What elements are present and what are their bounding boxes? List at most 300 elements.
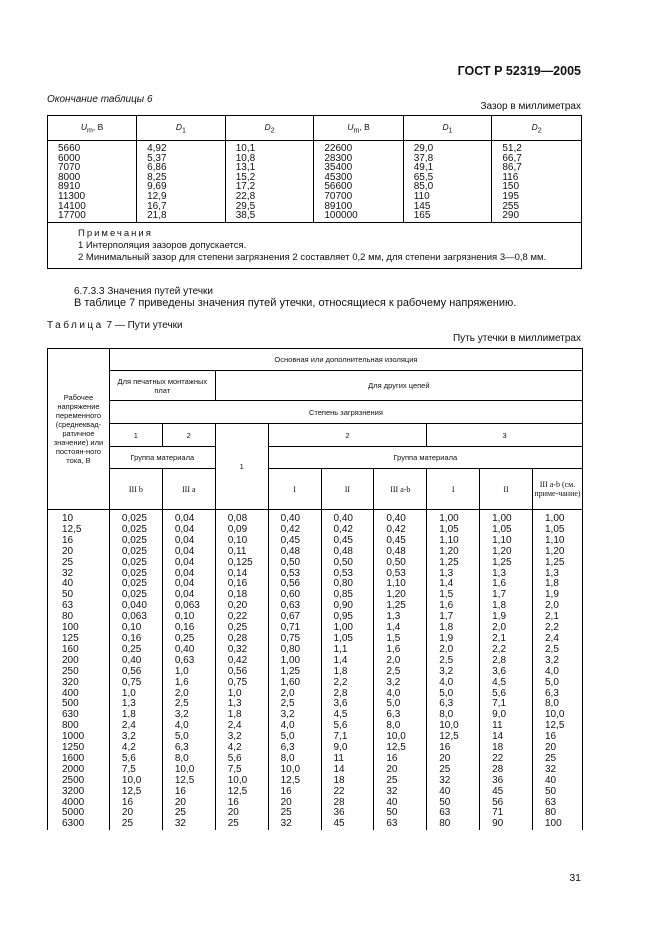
table-cell: 1,6 — [374, 645, 427, 656]
table-cell: 66,7 — [492, 154, 582, 164]
table-cell: 1,5 — [427, 590, 480, 601]
table-cell: 89100 — [314, 202, 403, 212]
table-cell: 22,8 — [225, 192, 314, 202]
table-cell: 0,28 — [215, 634, 268, 645]
table-cell: 6,3 — [533, 689, 583, 700]
table-cell: 1,20 — [480, 547, 533, 558]
table-cell: 86,7 — [492, 163, 582, 173]
table-cell: 10,0 — [215, 776, 268, 787]
table7-pcb-group-header: Группа материала — [109, 447, 215, 469]
table-cell: 20 — [374, 765, 427, 776]
table-cell: 0,67 — [268, 612, 321, 623]
table-cell: 0,025 — [109, 590, 162, 601]
table-cell: 36 — [321, 808, 374, 819]
table-cell: 1,05 — [321, 634, 374, 645]
table-cell: 100 — [533, 819, 583, 830]
table-cell: 20 — [109, 808, 162, 819]
table7-other-degree-2: 2 — [268, 424, 427, 447]
table-cell: 29,5 — [225, 202, 314, 212]
table7-sub-deg2-II: II — [321, 469, 374, 510]
table-cell: 16,7 — [137, 202, 226, 212]
table7-pcb-degree-1: 1 — [109, 424, 162, 447]
table-cell: 1,25 — [533, 558, 583, 569]
table-cell: 0,04 — [162, 579, 215, 590]
table-cell: 11 — [321, 754, 374, 765]
table-cell: 7,1 — [321, 732, 374, 743]
table-cell: 40 — [533, 776, 583, 787]
table-cell: 25 — [162, 808, 215, 819]
table6-body — [48, 141, 582, 223]
table-row — [48, 141, 582, 154]
table6-unit: Зазор в миллиметрах — [480, 101, 581, 112]
table-cell: 3,2 — [533, 656, 583, 667]
note-2: 2 Минимальный зазор для степени загрязнения 2 составляет 0,2 мм, для степени загрязнения 3—0,8 мм. — [78, 251, 547, 263]
table-cell: 0,04 — [162, 536, 215, 547]
table-cell: 7,5 — [215, 765, 268, 776]
table-cell: 1,5 — [374, 634, 427, 645]
table-cell: 0,95 — [321, 612, 374, 623]
table-row — [48, 510, 583, 525]
table-cell: 0,50 — [268, 558, 321, 569]
table-cell: 45 — [321, 819, 374, 830]
table-cell: 63 — [533, 798, 583, 809]
table-cell: 0,10 — [109, 623, 162, 634]
table-cell: 14 — [321, 765, 374, 776]
table-cell: 12,5 — [427, 732, 480, 743]
table-cell: 2,8 — [480, 656, 533, 667]
table-cell: 0,040 — [109, 601, 162, 612]
table7-other-group-header: Группа материала — [268, 447, 582, 469]
table-cell: 1,00 — [480, 510, 533, 525]
table-cell: 4,5 — [321, 710, 374, 721]
table-cell: 4,0 — [268, 721, 321, 732]
table-cell: 37,8 — [403, 154, 492, 164]
table-cell: 8,0 — [162, 754, 215, 765]
table-cell: 1,10 — [480, 536, 533, 547]
table-cell: 2,5 — [162, 699, 215, 710]
table-cell: 3,2 — [427, 667, 480, 678]
table-cell: 1,10 — [533, 536, 583, 547]
table-cell: 25 — [109, 819, 162, 830]
table-cell: 2500 — [48, 776, 110, 787]
table-cell: 0,25 — [162, 634, 215, 645]
table-cell: 22600 — [314, 141, 403, 154]
table-cell: 1,05 — [427, 525, 480, 536]
table-cell: 0,09 — [215, 525, 268, 536]
table-cell: 0,11 — [215, 547, 268, 558]
table-cell: 1,00 — [268, 656, 321, 667]
table-cell: 7070 — [48, 163, 137, 173]
table-cell: 800 — [48, 721, 110, 732]
table-cell: 25 — [48, 558, 110, 569]
table-cell: 2,5 — [427, 656, 480, 667]
table-cell: 5,0 — [162, 732, 215, 743]
table-cell: 0,32 — [215, 645, 268, 656]
table-cell: 56 — [480, 798, 533, 809]
table-cell: 18 — [480, 743, 533, 754]
table-cell: 6300 — [48, 819, 110, 830]
table-cell: 0,25 — [109, 645, 162, 656]
table-cell: 1,0 — [215, 689, 268, 700]
table-row — [48, 787, 583, 798]
table-cell: 1,20 — [533, 547, 583, 558]
table-cell: 16 — [533, 732, 583, 743]
table-cell: 1,8 — [109, 710, 162, 721]
table7-sub-deg3-IIIab: III a-b (см. приме-чание) — [533, 469, 583, 510]
table-cell: 4,2 — [109, 743, 162, 754]
table-cell: 0,10 — [162, 612, 215, 623]
table-cell: 8,0 — [533, 699, 583, 710]
table-cell: 5,0 — [533, 678, 583, 689]
table-cell: 20 — [215, 808, 268, 819]
table7-caption-text: 7 — Пути утечки — [103, 320, 183, 331]
table6-col-um1: $U_m$, В — [48, 116, 137, 141]
table-cell: 1,3 — [215, 699, 268, 710]
table6-col-d1b: $D_1$ — [403, 116, 492, 141]
table-cell: 0,18 — [215, 590, 268, 601]
table-cell: 0,71 — [268, 623, 321, 634]
table-cell: 1,3 — [427, 569, 480, 580]
table-cell: 8,25 — [137, 173, 226, 183]
table-cell: 1,7 — [427, 612, 480, 623]
table-cell: 32 — [533, 765, 583, 776]
table-cell: 2,4 — [109, 721, 162, 732]
table-cell: 4,92 — [137, 141, 226, 154]
table-cell: 3200 — [48, 787, 110, 798]
table-cell: 1,00 — [321, 623, 374, 634]
table-cell: 6,86 — [137, 163, 226, 173]
table-cell: 0,42 — [215, 656, 268, 667]
table-cell: 1,0 — [109, 689, 162, 700]
table-cell: 0,85 — [321, 590, 374, 601]
table6-header-row — [48, 116, 582, 141]
table-cell: 0,40 — [321, 510, 374, 525]
table-cell: 116 — [492, 173, 582, 183]
table-cell: 10,0 — [109, 776, 162, 787]
table-cell: 3,6 — [321, 699, 374, 710]
table-cell: 6,3 — [374, 710, 427, 721]
table-cell: 12,9 — [137, 192, 226, 202]
table-cell: 9,69 — [137, 182, 226, 192]
table-cell: 0,04 — [162, 590, 215, 601]
table-cell: 32 — [48, 569, 110, 580]
table-cell: 2,1 — [533, 612, 583, 623]
table7-other-degree-3: 3 — [427, 424, 583, 447]
table-cell: 50 — [427, 798, 480, 809]
table-cell: 13,1 — [225, 163, 314, 173]
section-paragraph: В таблице 7 приведены значения путей утечки, относящиеся к рабочему напряжению. — [74, 297, 517, 309]
table-cell: 2,1 — [480, 634, 533, 645]
table-cell: 51,2 — [492, 141, 582, 154]
table-cell: 25 — [427, 765, 480, 776]
table-cell: 100000 — [314, 211, 403, 222]
table-cell: 165 — [403, 211, 492, 222]
table-cell: 0,42 — [374, 525, 427, 536]
table-cell: 36 — [480, 776, 533, 787]
table-cell: 32 — [374, 787, 427, 798]
table-cell: 1,8 — [321, 667, 374, 678]
table-cell: 1,1 — [321, 645, 374, 656]
table7-sub-IIIa: III a — [162, 469, 215, 510]
table-cell: 25 — [268, 808, 321, 819]
table-row — [48, 558, 583, 569]
table-cell: 1,6 — [427, 601, 480, 612]
table-cell: 1,4 — [321, 656, 374, 667]
table-cell: 10,0 — [533, 710, 583, 721]
page-number: 31 — [569, 872, 581, 884]
table-cell: 1,10 — [374, 579, 427, 590]
table-cell: 80 — [427, 819, 480, 830]
table-cell: 5,6 — [480, 689, 533, 700]
table-cell: 1,3 — [480, 569, 533, 580]
table-cell: 0,025 — [109, 536, 162, 547]
table-row — [48, 211, 582, 222]
table-cell: 0,16 — [109, 634, 162, 645]
table-cell: 0,45 — [321, 536, 374, 547]
table-cell: 1,25 — [374, 601, 427, 612]
table-cell: 1,9 — [480, 612, 533, 623]
table-cell: 2,0 — [480, 623, 533, 634]
table-cell: 12,5 — [215, 787, 268, 798]
table-cell: 5,6 — [215, 754, 268, 765]
table-cell: 9,0 — [321, 743, 374, 754]
table-cell: 63 — [48, 601, 110, 612]
table-cell: 16 — [109, 798, 162, 809]
table-cell: 2,0 — [533, 601, 583, 612]
table7-caption-label: Таблица — [47, 320, 104, 331]
table-cell: 5,6 — [321, 721, 374, 732]
table-cell: 0,025 — [109, 569, 162, 580]
table-cell: 63 — [374, 819, 427, 830]
table-cell: 0,48 — [268, 547, 321, 558]
table-cell: 0,90 — [321, 601, 374, 612]
table-cell: 0,60 — [268, 590, 321, 601]
table-cell: 0,08 — [215, 510, 268, 525]
table-cell: 4000 — [48, 798, 110, 809]
table-cell: 11300 — [48, 192, 137, 202]
table-cell: 50 — [48, 590, 110, 601]
table-cell: 500 — [48, 699, 110, 710]
table-cell: 0,063 — [162, 601, 215, 612]
table7-sub-IIIb: III b — [109, 469, 162, 510]
table-cell: 1,3 — [533, 569, 583, 580]
table-cell: 1,6 — [162, 678, 215, 689]
table7-insulation-header: Основная или дополнительная изоляция — [109, 349, 582, 371]
table-cell: 0,40 — [109, 656, 162, 667]
table-cell: 6000 — [48, 154, 137, 164]
table-cell: 1,3 — [109, 699, 162, 710]
table-cell: 0,025 — [109, 558, 162, 569]
table-cell: 4,0 — [533, 667, 583, 678]
table-cell: 14 — [480, 732, 533, 743]
table-cell: 0,56 — [215, 667, 268, 678]
table-cell: 320 — [48, 678, 110, 689]
table-cell: 0,50 — [321, 558, 374, 569]
table-cell: 0,16 — [162, 623, 215, 634]
table-cell: 50 — [374, 808, 427, 819]
table-cell: 10 — [48, 510, 110, 525]
table-cell: 0,40 — [374, 510, 427, 525]
table-cell: 0,63 — [162, 656, 215, 667]
table-cell: 195 — [492, 192, 582, 202]
table-cell: 12,5 — [162, 776, 215, 787]
table-cell: 10,1 — [225, 141, 314, 154]
table-cell: 110 — [403, 192, 492, 202]
table-cell: 0,53 — [374, 569, 427, 580]
table-cell: 1,20 — [427, 547, 480, 558]
table-cell: 0,56 — [109, 667, 162, 678]
table-cell: 18 — [321, 776, 374, 787]
table-cell: 0,063 — [109, 612, 162, 623]
table-cell: 125 — [48, 634, 110, 645]
table-cell: 400 — [48, 689, 110, 700]
table-cell: 0,20 — [215, 601, 268, 612]
table-cell: 145 — [403, 202, 492, 212]
note-1: 1 Интерполяция зазоров допускается. — [78, 239, 247, 251]
table-cell: 0,53 — [268, 569, 321, 580]
table-cell: 10,0 — [427, 721, 480, 732]
table-cell: 9,0 — [480, 710, 533, 721]
table-cell: 6,3 — [162, 743, 215, 754]
table-cell: 7,5 — [109, 765, 162, 776]
table-cell: 3,2 — [162, 710, 215, 721]
table-cell: 3,6 — [480, 667, 533, 678]
table-cell: 65,5 — [403, 173, 492, 183]
table-cell: 29,0 — [403, 141, 492, 154]
table-cell: 16 — [268, 787, 321, 798]
table-cell: 1,8 — [215, 710, 268, 721]
table-cell: 0,80 — [321, 579, 374, 590]
table-cell: 16 — [374, 754, 427, 765]
table7-other-header: Для других цепей — [215, 371, 582, 401]
table-cell: 4,5 — [480, 678, 533, 689]
table-cell: 2,2 — [480, 645, 533, 656]
table-row — [48, 819, 583, 830]
table-cell: 0,025 — [109, 510, 162, 525]
table-cell: 80 — [533, 808, 583, 819]
table-cell: 10,0 — [268, 765, 321, 776]
table6-col-d2a: $D_2$ — [225, 116, 314, 141]
table-cell: 1,20 — [374, 590, 427, 601]
table-cell: 2,2 — [321, 678, 374, 689]
table-cell: 0,04 — [162, 510, 215, 525]
table-cell: 160 — [48, 645, 110, 656]
table7-sub-deg2-I: I — [268, 469, 321, 510]
table-cell: 0,025 — [109, 525, 162, 536]
table-cell: 0,04 — [162, 569, 215, 580]
table-cell: 0,48 — [321, 547, 374, 558]
table-row — [48, 678, 583, 689]
table-cell: 0,04 — [162, 547, 215, 558]
table-cell: 1,8 — [533, 579, 583, 590]
table-cell: 1,9 — [533, 590, 583, 601]
table-cell: 8,0 — [427, 710, 480, 721]
table-cell: 1,4 — [427, 579, 480, 590]
table-cell: 5000 — [48, 808, 110, 819]
table-cell: 0,42 — [321, 525, 374, 536]
table-cell: 45300 — [314, 173, 403, 183]
table7-body — [48, 510, 583, 831]
table6-col-d1a: $D_1$ — [137, 116, 226, 141]
table-cell: 5,37 — [137, 154, 226, 164]
table-cell: 12,5 — [374, 743, 427, 754]
table-cell: 16 — [48, 536, 110, 547]
table-cell: 16 — [427, 743, 480, 754]
table6 — [47, 115, 582, 269]
table-cell: 28300 — [314, 154, 403, 164]
table-cell: 100 — [48, 623, 110, 634]
standard-header: ГОСТ Р 52319—2005 — [457, 64, 581, 78]
table-cell: 0,75 — [109, 678, 162, 689]
table-cell: 4,2 — [215, 743, 268, 754]
table-cell: 1,05 — [480, 525, 533, 536]
table-cell: 5,0 — [268, 732, 321, 743]
table-cell: 0,75 — [268, 634, 321, 645]
table-cell: 0,22 — [215, 612, 268, 623]
table-cell: 90 — [480, 819, 533, 830]
table-cell: 32 — [162, 819, 215, 830]
table-cell: 0,10 — [215, 536, 268, 547]
table-cell: 2,5 — [268, 699, 321, 710]
table-cell: 0,45 — [268, 536, 321, 547]
table6-col-um2: $U_m$, В — [314, 116, 403, 141]
table-cell: 0,48 — [374, 547, 427, 558]
table-cell: 2,0 — [374, 656, 427, 667]
table-cell: 4,0 — [427, 678, 480, 689]
table-cell: 12,5 — [109, 787, 162, 798]
table-cell: 1600 — [48, 754, 110, 765]
table-cell: 35400 — [314, 163, 403, 173]
table-cell: 16 — [162, 787, 215, 798]
table-cell: 32 — [268, 819, 321, 830]
table-cell: 0,80 — [268, 645, 321, 656]
table-cell: 6,3 — [268, 743, 321, 754]
table-cell: 8,0 — [268, 754, 321, 765]
section-title: 6.7.3.3 Значения путей утечки — [74, 286, 214, 297]
table-cell: 1000 — [48, 732, 110, 743]
table-cell: 0,25 — [215, 623, 268, 634]
table-cell: 25 — [533, 754, 583, 765]
table-cell: 80 — [48, 612, 110, 623]
table-cell: 32 — [427, 776, 480, 787]
table-cell: 2,5 — [374, 667, 427, 678]
table-cell: 12,5 — [533, 721, 583, 732]
table-cell: 150 — [492, 182, 582, 192]
table-cell: 20 — [533, 743, 583, 754]
table-cell: 2,0 — [162, 689, 215, 700]
table-cell: 2,8 — [321, 689, 374, 700]
table7 — [47, 348, 583, 830]
table-cell: 1,9 — [427, 634, 480, 645]
table-cell: 17,2 — [225, 182, 314, 192]
table-cell: 21,8 — [137, 211, 226, 222]
table-cell: 4,0 — [162, 721, 215, 732]
table-cell: 12,5 — [268, 776, 321, 787]
table-cell: 16 — [215, 798, 268, 809]
table-cell: 1250 — [48, 743, 110, 754]
table-cell: 17700 — [48, 211, 137, 222]
table-cell: 0,42 — [268, 525, 321, 536]
table7-pcb-degree-2: 2 — [162, 424, 215, 447]
table-cell: 1,60 — [268, 678, 321, 689]
table-cell: 11 — [480, 721, 533, 732]
table-cell: 3,2 — [215, 732, 268, 743]
table7-other-degree-1: 1 — [215, 424, 268, 510]
table-cell: 0,025 — [109, 579, 162, 590]
table-cell: 0,04 — [162, 525, 215, 536]
table-cell: 1,3 — [374, 612, 427, 623]
table-cell: 290 — [492, 211, 582, 222]
